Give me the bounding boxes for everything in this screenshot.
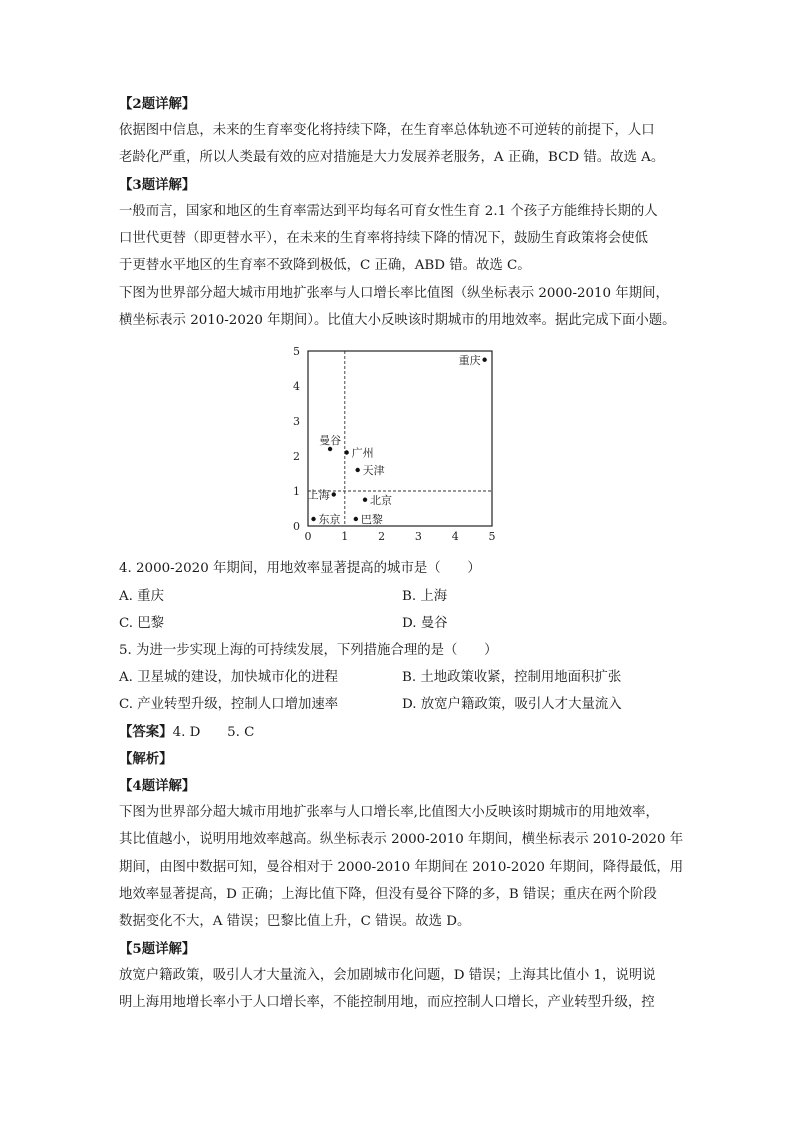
section4-header: 【4题详解】 [119, 778, 196, 794]
section2-line-1: 依据图中信息，未来的生育率变化将持续下降，在生育率总体轨迹不可逆转的前提下，人口 [119, 123, 655, 138]
x-tick-label: 5 [488, 530, 496, 543]
x-tick-label: 3 [414, 530, 422, 543]
section4-line-3: 期间，由图中数据可知，曼谷相对于 2000-2010 年期间在 2010-2020 年期间，降得最低，用 [119, 860, 684, 875]
data-point [311, 517, 315, 521]
q4-stem: 4. 2000-2020 年期间，用地效率显著提高的城市是（ ） [119, 561, 481, 576]
answer-row [119, 722, 254, 743]
section5-line-2: 明上海用地增长率小于人口增长率，不能控制用地，而应控制人口增长，产业转型升级，控 [119, 995, 655, 1010]
q4-option-a: A. 重庆 [119, 589, 164, 604]
data-label: 广州 [351, 446, 374, 460]
data-label: 重庆 [458, 353, 481, 367]
data-point [482, 358, 486, 362]
intro-line-1: 下图为世界部分超大城市用地扩张率与人口增长率比值图（纵坐标表示 2000-2010 年期间， [119, 286, 669, 301]
y-tick-label: 0 [293, 520, 300, 533]
section5-line-1: 放宽户籍政策，吸引人才大量流入，会加剧城市化问题，D 错误；上海其比值小 1，说明说 [119, 968, 656, 983]
data-point [354, 517, 358, 521]
q5-option-b: B. 土地政策收紧，控制用地面积扩张 [402, 670, 622, 685]
section2-line-2: 老龄化严重，所以人类最有效的应对措施是大力发展养老服务，A 正确，BCD 错。故选 A。 [119, 150, 665, 165]
data-label: 北京 [370, 493, 393, 507]
section5-header: 【5题详解】 [119, 941, 196, 957]
analysis-header: 【解析】 [119, 751, 173, 767]
data-label: 东京 [318, 513, 341, 526]
data-label: 曼谷 [319, 434, 342, 447]
data-point [332, 492, 336, 496]
q4-option-c: C. 巴黎 [119, 616, 165, 631]
answer-value: 4. D 5. C [172, 725, 255, 740]
section3-line-3: 于更替水平地区的生育率不致降到极低，C 正确，ABD 错。故选 C。 [119, 258, 531, 273]
y-tick-label: 3 [293, 415, 300, 428]
data-point [328, 447, 332, 451]
section3-line-2: 口世代更替（即更替水平），在未来的生育率将持续下降的情况下，鼓励生育政策将会使低 [119, 231, 648, 246]
q5-option-a: A. 卫星城的建设，加快城市化的进程 [119, 670, 339, 685]
section4-line-5: 数据变化不大，A 错误；巴黎比值上升，C 错误。故选 D。 [119, 914, 471, 929]
section3-header: 【3题详解】 [119, 177, 196, 193]
section3-line-1: 一般而言，国家和地区的生育率需达到平均每名可育女性生育 2.1 个孩子方能维持长期的人 [119, 204, 658, 219]
y-tick-label: 4 [293, 380, 300, 393]
x-tick-label: 2 [378, 530, 386, 543]
x-tick-label: 1 [341, 530, 349, 543]
data-label: 天津 [362, 464, 385, 477]
section2-header: 【2题详解】 [119, 96, 196, 112]
y-tick-label: 1 [293, 485, 300, 498]
x-tick-label: 4 [451, 530, 459, 543]
answer-label: 【答案】 [119, 724, 173, 740]
section4-line-1: 下图为世界部分超大城市用地扩张率与人口增长率,比值图大小反映该时期城市的用地效率， [119, 805, 659, 820]
intro-line-2: 横坐标表示 2010-2020 年期间）。比值大小反映该时期城市的用地效率。据此完成下面小题。 [119, 313, 676, 328]
y-tick-label: 2 [293, 450, 300, 463]
q5-option-c: C. 产业转型升级，控制人口增加速率 [119, 697, 339, 712]
data-label: 巴黎 [360, 513, 383, 526]
q5-option-d: D. 放宽户籍政策，吸引人才大量流入 [402, 697, 622, 712]
q5-stem: 5. 为进一步实现上海的可持续发展，下列措施合理的是（ ） [119, 643, 498, 658]
data-point [363, 498, 367, 502]
data-point [344, 450, 348, 454]
q4-option-b: B. 上海 [402, 589, 448, 604]
data-point [355, 468, 359, 472]
q4-option-d: D. 曼谷 [402, 616, 448, 631]
section4-line-4: 地效率显著提高，D 正确；上海比值下降，但没有曼谷下降的多，B 错误；重庆在两个阶段 [119, 887, 657, 902]
y-tick-label: 5 [293, 345, 300, 358]
data-label: 上海 [307, 488, 330, 502]
section4-line-2: 其比值越小，说明用地效率越高。纵坐标表示 2000-2010 年期间，横坐标表示 2010-2020 年 [119, 832, 684, 847]
scatter-chart [280, 340, 510, 545]
x-tick-label: 0 [304, 530, 312, 543]
